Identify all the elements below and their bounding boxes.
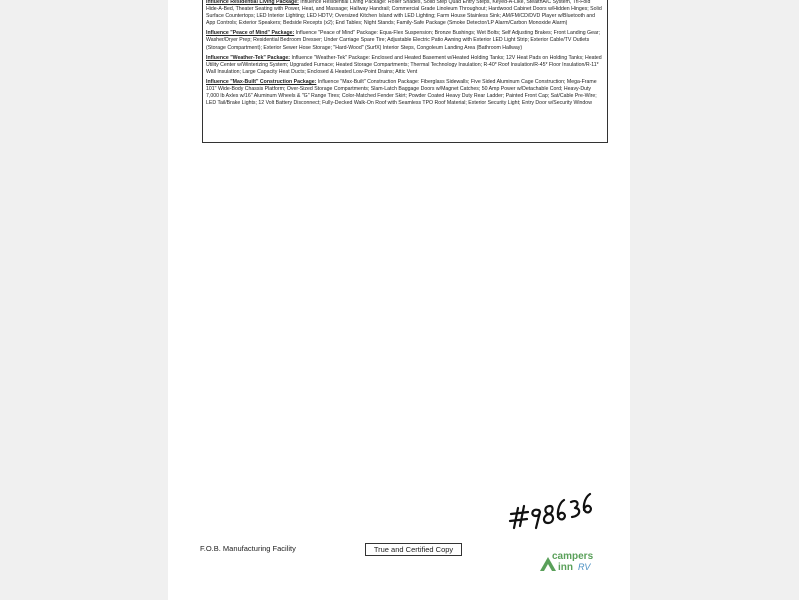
campers-inn-logo [538, 545, 608, 577]
package-max-built [206, 79, 604, 107]
logo-text-inn: inn [558, 562, 573, 573]
package-text: Influence "Peace of Mind" Package: Equa-Flex Suspension; Bronze Bushings; Wet Bolts; Self Adjusting Brakes; Front Landing Gear; Washer/Dryer Prep; Residential Bedroom Dresser; Under Carriage Spare Tire; Adjustable Electric Patio Awning with Exterior LED Light Strip; Exterior Cable/TV Outlets (Storage Compartment); Exterior Sewer Hose Storage; "Hard-Wood" (SurfX) Interior Steps, Congoleum Landing Area (Bathroom Hallway) [206, 30, 601, 51]
package-residential-living [206, 0, 604, 27]
package-name: Influence "Max-Built" Construction Package: [206, 78, 317, 85]
document-page [168, 0, 630, 600]
package-text: Influence "Weather-Tek" Package: Enclosed and Heated Basement w/Heated Holding Tanks; 12V Heat Pads on Holding Tanks; Heated Utility Center w/Winterizing System; Upgraded Furnace; Heated Storage Compartments; Thermal Technology Insulation; R-40* Roof Insulation/R-45* Floor Insulation/R-11* Wall Insulation; Large Capacity Heat Ducts; Enclosed & Heated Low-Point Drains; Attic Vent [206, 54, 602, 75]
package-name: Influence Residential Living Package: [206, 0, 299, 5]
packages-box [202, 0, 608, 143]
logo-text-rv: RV [578, 562, 591, 572]
package-name: Influence "Weather-Tek" Package: [206, 54, 291, 61]
package-weather-tek [206, 55, 604, 76]
package-text: Influence "Max-Built" Construction Package: Fiberglass Sidewalls; Five Sided Aluminum Cage Construction; Mega-Frame 101" Wide-Body Chassis Platform; Over-Sized Storage Compartments; Slam-Latch Baggage Doors w/Magnet Catches; 50 Amp Power w/Detachable Cord; Heavy-Duty 7,000 lb Axles w/16" Aluminum Wheels & "G" Range Tires; Color-Matched Fender Skirt; Powder Coated Heavy Duty Rear Ladder; Painted Front Cap; Sat/Cable Pre-Wire; LED Tail/Brake Lights; 12 Volt Battery Disconnect; Fully-Decked Walk-On Roof with Seamless TPO Roof Material; Exterior Security Light; Entry Door w/Security Window [206, 78, 597, 107]
package-text: Influence Residential Living Package: Roller Shades, Solid Step Quad Entry Steps, Keyed-A-Like, StealthA/C System, Tri-Fold Hide-A-Bed, Theater Seating with Power, Heat, and Massage; Hallway Handrail; Commercial Grade Linoleum Throughout; Hardwood Cabinet Doors w/Hidden Hinges; Solid Surface Countertops; LED Interior Lighting; LED HDTV; Oversized Kitchen Island with LED Lighting; Farm House Stainless Sink; AM/FM/CD/DVD Player w/Bluetooth and App Controls; Exterior Speakers; Bedside Recepts (x2); End Tables; Night Stands; Family-Safe Package (Smoke Detector/LP Alarm/Carbon Monoxide Alarm) [206, 0, 602, 27]
certified-copy-stamp: True and Certified Copy [365, 543, 462, 556]
logo-text-campers: campers [552, 551, 594, 562]
fob-label: F.O.B. Manufacturing Facility [200, 544, 296, 553]
package-name: Influence "Peace of Mind" Package: [206, 30, 295, 37]
package-peace-of-mind [206, 30, 604, 51]
handwritten-stock-number [508, 488, 598, 533]
